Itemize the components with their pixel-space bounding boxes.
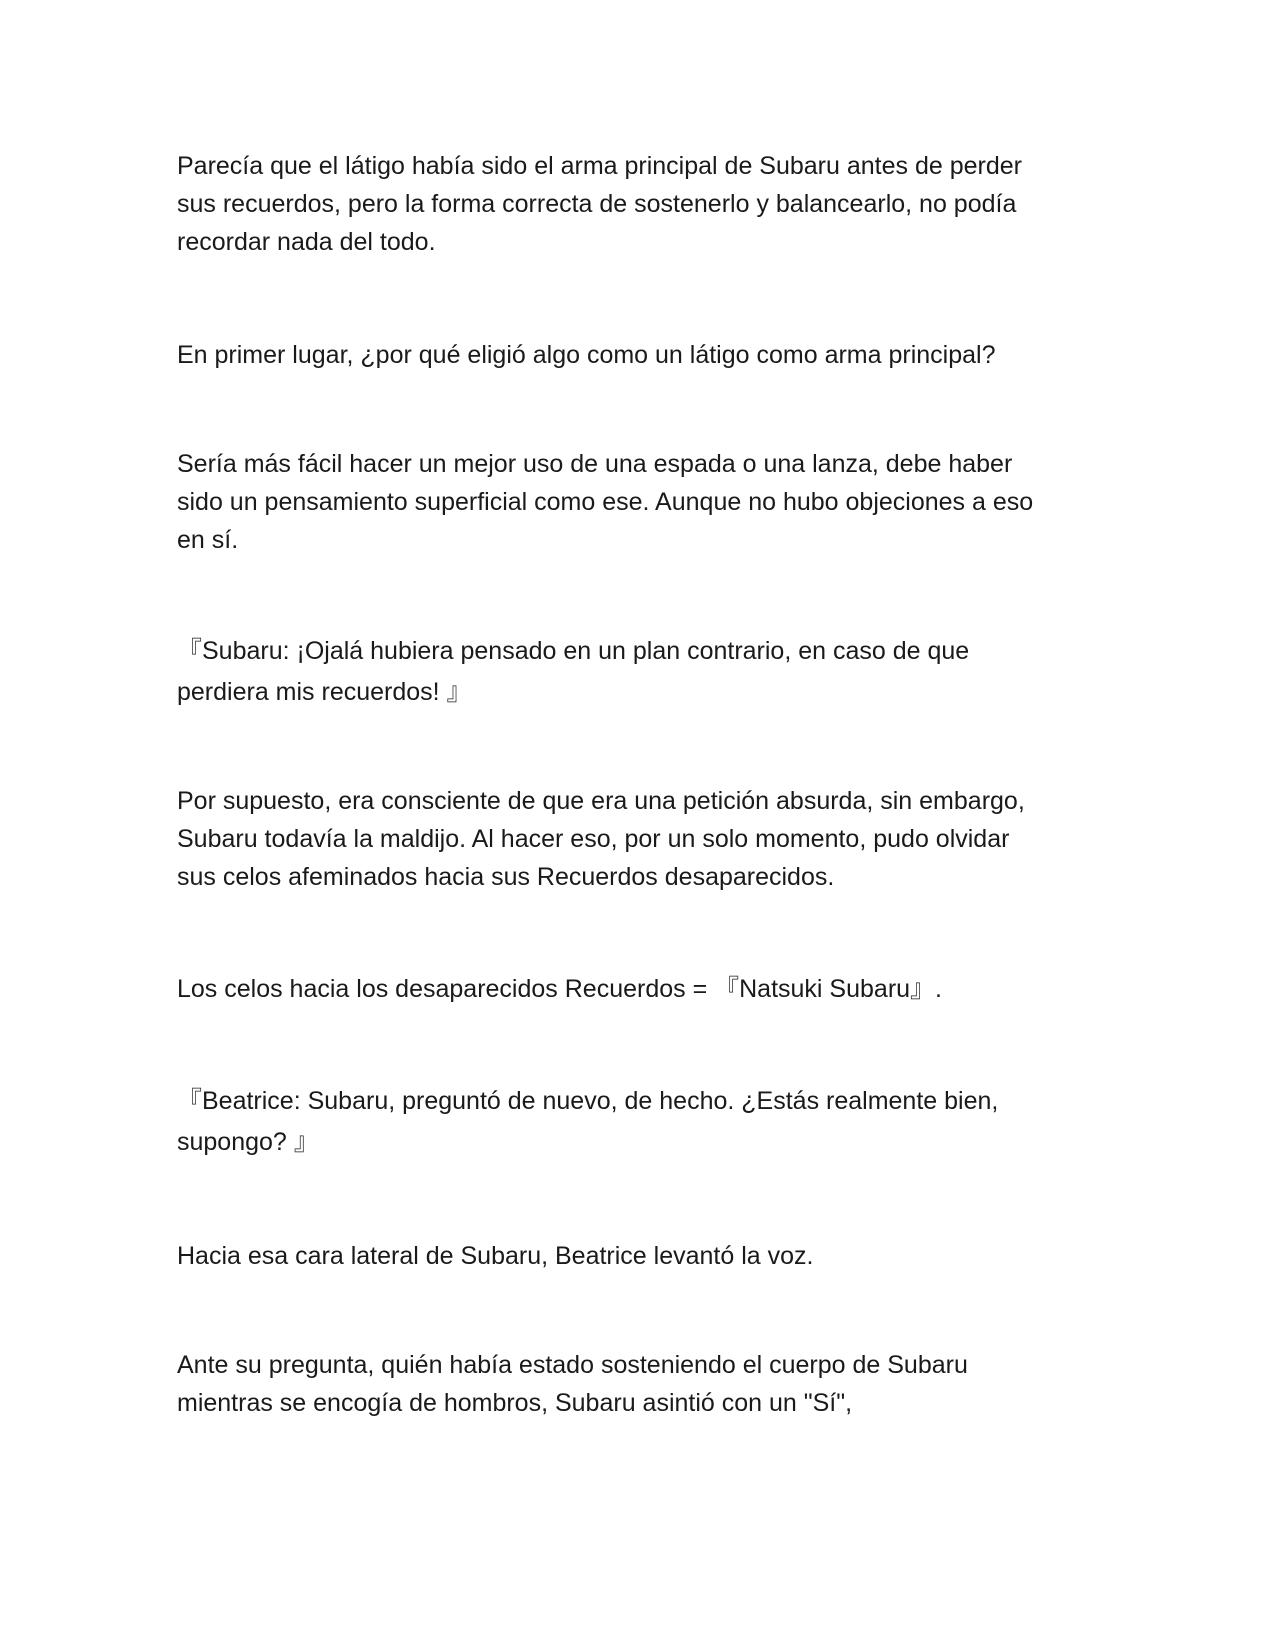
paragraph-line: Por supuesto, era consciente de que era una petición absurda, sin embargo, bbox=[177, 787, 1025, 815]
paragraph-line: sus recuerdos, pero la forma correcta de sostenerlo y balancearlo, no podía bbox=[177, 190, 1017, 218]
paragraph-line: perdiera mis recuerdos! 』 bbox=[177, 678, 472, 706]
paragraph-9 bbox=[177, 1346, 1097, 1422]
paragraph-line: 『Beatrice: Subaru, preguntó de nuevo, de hecho. ¿Estás realmente bien, bbox=[177, 1087, 999, 1115]
paragraph-line: supongo? 』 bbox=[177, 1128, 319, 1156]
paragraph-2 bbox=[177, 336, 1097, 374]
paragraph-line: Subaru todavía la maldijo. Al hacer eso, por un solo momento, pudo olvidar bbox=[177, 825, 1010, 853]
dialogue-subaru bbox=[177, 631, 1097, 713]
paragraph-line: Ante su pregunta, quién había estado sosteniendo el cuerpo de Subaru bbox=[177, 1351, 968, 1379]
paragraph-line: Sería más fácil hacer un mejor uso de una espada o una lanza, debe haber bbox=[177, 450, 1013, 478]
paragraph-line: en sí. bbox=[177, 526, 239, 554]
paragraph-line: recordar nada del todo. bbox=[177, 228, 436, 256]
paragraph-line: sido un pensamiento superficial como ese. Aunque no hubo objeciones a eso bbox=[177, 488, 1034, 516]
paragraph-line: Hacia esa cara lateral de Subaru, Beatrice levantó la voz. bbox=[177, 1242, 814, 1270]
paragraph-5 bbox=[177, 782, 1097, 896]
paragraph-line: mientras se encogía de hombros, Subaru asintió con un "Sí", bbox=[177, 1389, 853, 1417]
dialogue-beatrice bbox=[177, 1081, 1097, 1163]
paragraph-8 bbox=[177, 1237, 1097, 1275]
paragraph-3 bbox=[177, 445, 1097, 559]
paragraph-line: Parecía que el látigo había sido el arma principal de Subaru antes de perder bbox=[177, 152, 1022, 180]
paragraph-line: 『Subaru: ¡Ojalá hubiera pensado en un plan contrario, en caso de que bbox=[177, 637, 970, 665]
paragraph-line: sus celos afeminados hacia sus Recuerdos desaparecidos. bbox=[177, 863, 835, 891]
paragraph-1 bbox=[177, 147, 1097, 261]
paragraph-line: En primer lugar, ¿por qué eligió algo como un látigo como arma principal? bbox=[177, 341, 996, 369]
paragraph-line: Los celos hacia los desaparecidos Recuerdos = 『Natsuki Subaru』. bbox=[177, 975, 942, 1003]
paragraph-6 bbox=[177, 970, 1097, 1008]
